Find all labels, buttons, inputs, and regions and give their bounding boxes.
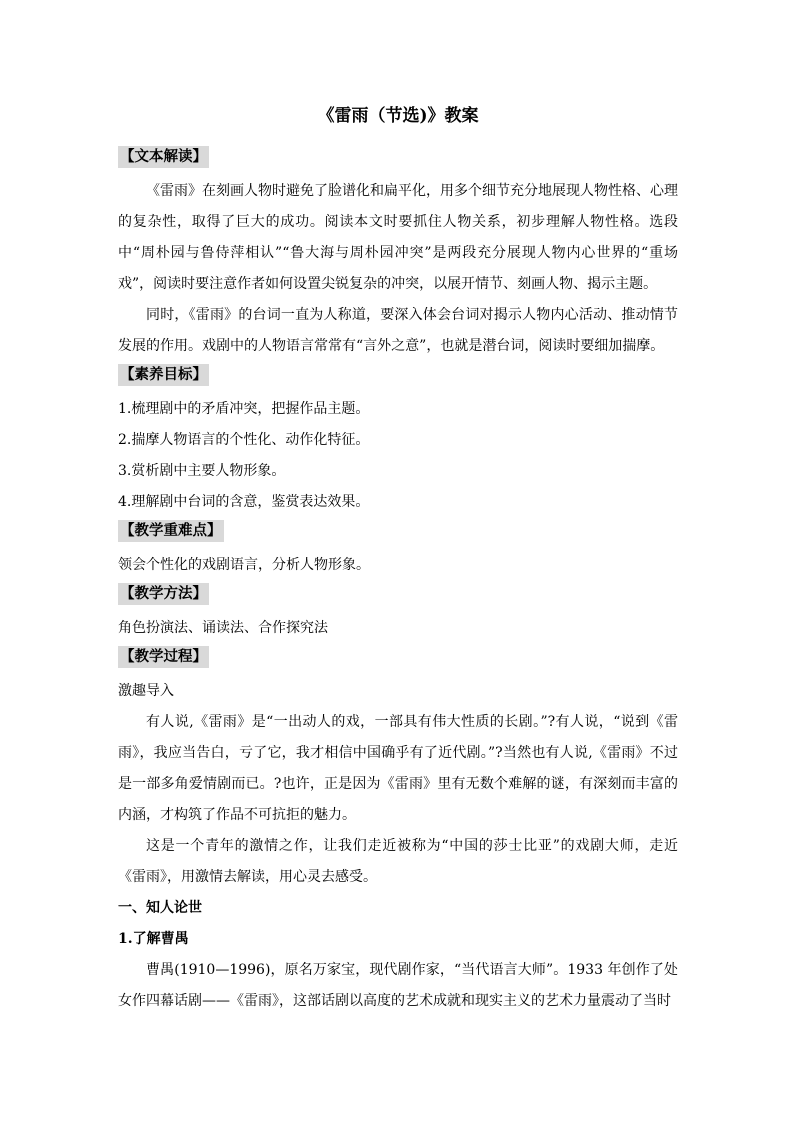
- document-body: [118, 104, 678, 1019]
- methods-text: 角色扮演法、诵读法、合作探究法: [118, 620, 328, 636]
- process-subheading-1: 1.了解曹禺: [118, 931, 189, 947]
- section-goals: [118, 364, 678, 518]
- section-methods: [118, 583, 678, 644]
- section-heading-methods: 【教学方法】: [118, 583, 209, 605]
- reading-paragraph-2: 同时，《雷雨》的台词一直为人称道，要深入体会台词对揭示人物内心活动、推动情节发展的作用。戏剧中的人物语言常常有“言外之意”，也就是潜台词，阅读时要细加揣摩。: [118, 307, 678, 354]
- goal-item: 4.理解剧中台词的含意，鉴赏表达效果。: [118, 494, 370, 510]
- section-heading-goals: 【素养目标】: [118, 364, 209, 386]
- section-process: [118, 646, 678, 1017]
- goal-item: 1.梳理剧中的矛盾冲突，把握作品主题。: [118, 401, 370, 417]
- section-keypoints: [118, 520, 678, 581]
- process-paragraph-1: 有人说,《雷雨》是“一出动人的戏，一部具有伟大性质的长剧。”?有人说，“说到《雷雨》，我应当告白，亏了它，我才相信中国确乎有了近代剧。”?当然也有人说,《雷雨》不过是一部多角爱情剧而已。?也许，正是因为《雷雨》里有无数个难解的谜，有深刻而丰富的内涵，才构筑了作品不可抗拒的魅力。: [118, 714, 678, 823]
- process-intro-label: 激趣导入: [118, 683, 174, 699]
- section-heading-reading: 【文本解读】: [118, 146, 209, 168]
- reading-paragraph-1: 《雷雨》在刻画人物时避免了脸谱化和扁平化，用多个细节充分地展现人物性格、心理的复杂性，取得了巨大的成功。阅读本文时要抓住人物关系，初步理解人物性格。选段中“周朴园与鲁侍萍相认”“鲁大海与周朴园冲突”是两段充分展现人物内心世界的“重场戏”，阅读时要注意作者如何设置尖锐复杂的冲突，以展开情节、刻画人物、揭示主题。: [118, 183, 678, 292]
- goal-item: 3.赏析剧中主要人物形象。: [118, 463, 286, 479]
- section-heading-keypoints: 【教学重难点】: [118, 520, 224, 542]
- goal-item: 2.揣摩人物语言的个性化、动作化特征。: [118, 432, 370, 448]
- section-heading-process: 【教学过程】: [118, 646, 209, 668]
- keypoints-text: 领会个性化的戏剧语言，分析人物形象。: [118, 557, 370, 573]
- process-section-1-heading: 一、知人论世: [118, 900, 202, 916]
- section-text-reading: [118, 146, 678, 362]
- process-paragraph-3: 曹禺(1910—1996)，原名万家宝，现代剧作家，“当代语言大师”。1933 年创作了处女作四幕话剧——《雷雨》，这部话剧以高度的艺术成就和现实主义的艺术力量震动了当时: [118, 962, 678, 1009]
- page-title: 《雷雨（节选)》教案: [317, 106, 479, 126]
- process-paragraph-2: 这是一个青年的激情之作，让我们走近被称为“中国的莎士比亚”的戏剧大师，走近《雷雨》，用激情去解读，用心灵去感受。: [118, 838, 678, 885]
